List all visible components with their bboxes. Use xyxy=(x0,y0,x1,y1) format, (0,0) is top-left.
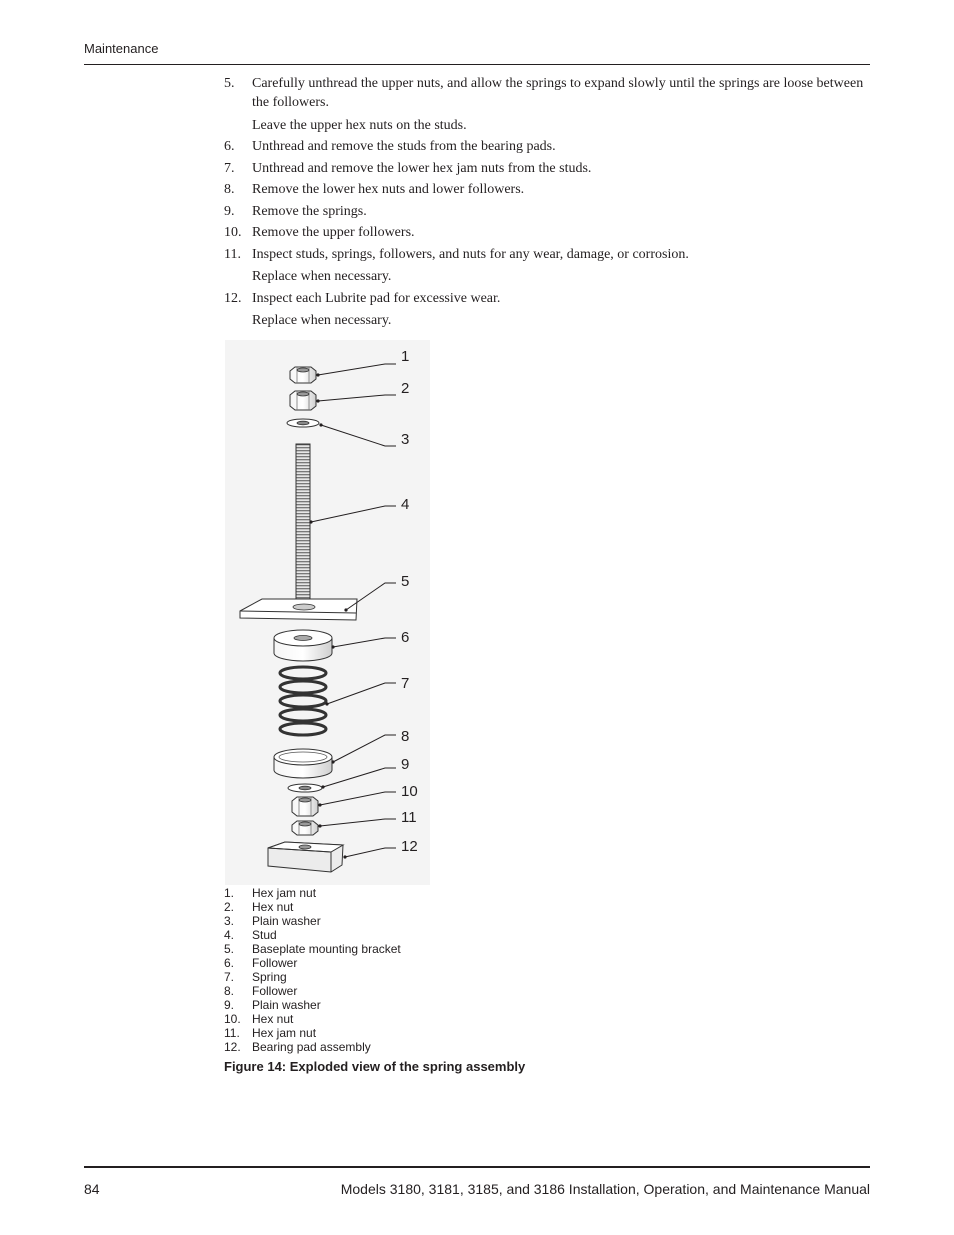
step-item xyxy=(224,137,870,156)
callout-5: 5 xyxy=(401,573,410,590)
legend-item xyxy=(224,1012,401,1026)
follower-lower-part xyxy=(274,749,332,778)
step-text: Inspect each Lubrite pad for excessive wear. xyxy=(252,291,501,306)
legend-number: 11. xyxy=(224,1026,240,1040)
spring-assembly-drawing xyxy=(225,340,430,885)
step-item xyxy=(224,74,870,112)
legend-number: 5. xyxy=(224,942,235,956)
legend-label: Spring xyxy=(252,970,287,984)
step-text: Remove the upper followers. xyxy=(252,225,415,240)
step-text: Unthread and remove the studs from the bearing pads. xyxy=(252,139,556,154)
legend-number: 7. xyxy=(224,970,235,984)
step-number: 10. xyxy=(224,225,242,240)
manual-title: Models 3180, 3181, 3185, and 3186 Installation, Operation, and Maintenance Manual xyxy=(340,1181,870,1197)
step-item xyxy=(224,289,870,308)
header-divider xyxy=(84,64,870,65)
page-number: 84 xyxy=(84,1181,100,1197)
callout-12: 12 xyxy=(401,838,418,855)
footer-divider xyxy=(84,1166,870,1168)
legend-item xyxy=(224,1040,401,1054)
callout-11: 11 xyxy=(401,809,417,826)
running-header: Maintenance xyxy=(84,41,159,56)
legend-label: Plain washer xyxy=(252,914,321,928)
step-number: 7. xyxy=(224,161,235,176)
hex-nut-lower-part xyxy=(292,797,318,816)
legend-item xyxy=(224,914,401,928)
callout-7: 7 xyxy=(401,675,410,692)
legend-number: 9. xyxy=(224,998,235,1012)
legend-number: 2. xyxy=(224,900,235,914)
plain-washer-upper-part xyxy=(287,419,319,427)
step-text: Carefully unthread the upper nuts, and allow the springs to expand slowly until the springs are loose between the followers. xyxy=(252,76,864,110)
callout-9: 9 xyxy=(401,756,410,773)
step-number: 8. xyxy=(224,182,235,197)
legend-item xyxy=(224,998,401,1012)
callout-3: 3 xyxy=(401,431,410,448)
legend-number: 3. xyxy=(224,914,235,928)
legend-item xyxy=(224,1026,401,1040)
step-item xyxy=(224,180,870,199)
step-note: Leave the upper hex nuts on the studs. xyxy=(252,118,467,133)
step-text: Remove the springs. xyxy=(252,204,367,219)
step-item xyxy=(224,223,870,242)
legend-label: Bearing pad assembly xyxy=(252,1040,371,1054)
callout-4: 4 xyxy=(401,496,410,513)
legend-item xyxy=(224,886,401,900)
callout-10: 10 xyxy=(401,783,418,800)
step-text: Remove the lower hex nuts and lower followers. xyxy=(252,182,525,197)
legend-item xyxy=(224,984,401,998)
legend-label: Baseplate mounting bracket xyxy=(252,942,401,956)
legend-number: 8. xyxy=(224,984,235,998)
callout-2: 2 xyxy=(401,380,410,397)
legend-label: Hex jam nut xyxy=(252,1026,317,1040)
legend-label: Stud xyxy=(252,928,277,942)
legend-number: 4. xyxy=(224,928,235,942)
step-text: Inspect studs, springs, followers, and nuts for any wear, damage, or corrosion. xyxy=(252,247,689,262)
callout-8: 8 xyxy=(401,728,410,745)
legend-label: Follower xyxy=(252,984,298,998)
legend-item xyxy=(224,970,401,984)
step-number: 5. xyxy=(224,76,235,91)
callout-6: 6 xyxy=(401,629,410,646)
legend-label: Hex nut xyxy=(252,1012,294,1026)
legend-item xyxy=(224,956,401,970)
step-number: 11. xyxy=(224,247,241,262)
step-number: 6. xyxy=(224,139,235,154)
step-item xyxy=(224,159,870,178)
figure-caption: Figure 14: Exploded view of the spring assembly xyxy=(224,1059,526,1074)
legend-item xyxy=(224,942,401,956)
stud-part xyxy=(296,444,310,608)
legend-number: 12. xyxy=(224,1040,241,1054)
legend-label: Plain washer xyxy=(252,998,321,1012)
bearing-pad-part xyxy=(268,842,343,872)
legend-label: Hex nut xyxy=(252,900,294,914)
hex-jam-nut-lower-part xyxy=(292,821,318,835)
legend-number: 1. xyxy=(224,886,235,900)
hex-nut-upper-part xyxy=(290,391,316,410)
legend-item xyxy=(224,900,401,914)
procedure-steps xyxy=(224,74,870,330)
legend-label: Follower xyxy=(252,956,298,970)
step-number: 12. xyxy=(224,291,242,306)
callout-1: 1 xyxy=(401,348,410,365)
hex-jam-nut-upper-part xyxy=(290,367,316,383)
step-item xyxy=(224,202,870,221)
legend-item xyxy=(224,928,401,942)
step-note: Replace when necessary. xyxy=(252,269,392,284)
step-item xyxy=(224,245,870,264)
follower-upper-part xyxy=(274,630,332,661)
figure-legend xyxy=(224,886,401,1054)
legend-label: Hex jam nut xyxy=(252,886,317,900)
step-text: Unthread and remove the lower hex jam nuts from the studs. xyxy=(252,161,592,176)
exploded-view-figure xyxy=(225,340,430,885)
step-number: 9. xyxy=(224,204,235,219)
legend-number: 6. xyxy=(224,956,235,970)
plain-washer-lower-part xyxy=(288,784,322,792)
legend-number: 10. xyxy=(224,1012,241,1026)
baseplate-bracket-part xyxy=(240,599,357,620)
step-note: Replace when necessary. xyxy=(252,313,392,328)
